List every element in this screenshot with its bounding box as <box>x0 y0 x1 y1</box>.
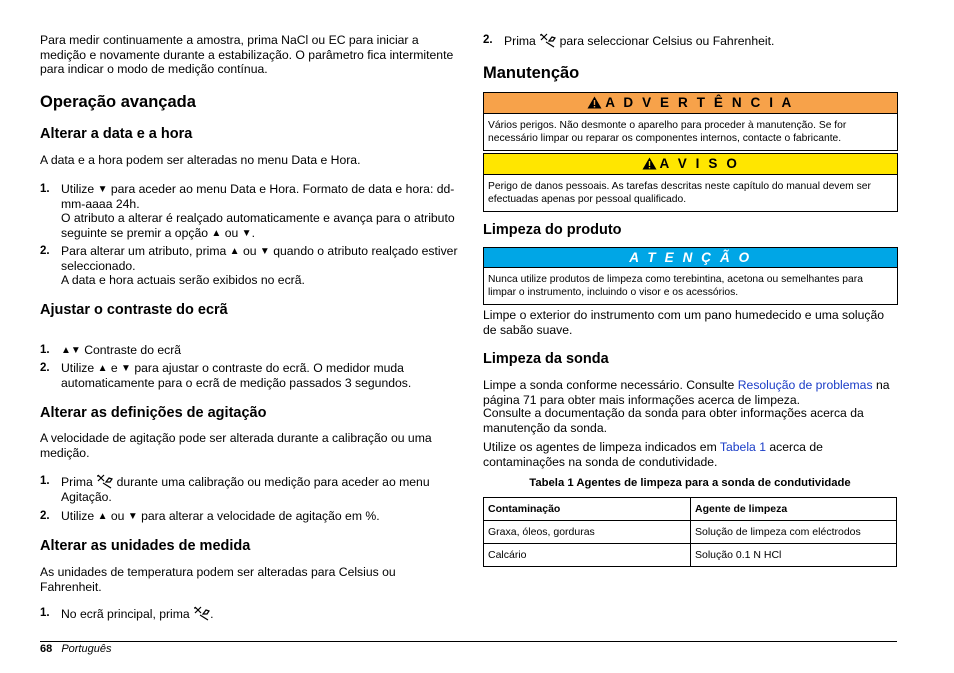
warning-triangle-icon <box>642 157 657 170</box>
table-header-row <box>484 498 897 521</box>
table-cell: Graxa, óleos, gorduras <box>484 521 691 544</box>
down-arrow-icon: ▼ <box>97 184 108 195</box>
maintenance-heading: Manutenção <box>483 64 580 82</box>
caution-header: A V I S O <box>484 154 897 175</box>
table-cell: Calcário <box>484 544 691 567</box>
up-arrow-icon: ▲ <box>229 246 240 257</box>
table-row <box>484 544 897 567</box>
stir-heading: Alterar as definições de agitação <box>40 405 267 421</box>
menu-wrench-icon <box>193 606 210 621</box>
down-arrow-icon: ▼ <box>127 511 138 522</box>
troubleshooting-link[interactable]: Resolução de problemas <box>737 378 873 392</box>
units-heading: Alterar as unidades de medida <box>40 538 251 554</box>
date-time-intro: A data e a hora podem ser alteradas no menu Data e Hora. <box>40 153 361 167</box>
date-step-2: 2. Para alterar um atributo, prima ▲ ou ▼ quando o atributo realçado estiver seleccionado. A data e hora actuais serão exibidos no ecrã. <box>40 244 458 287</box>
continuous-measure-text: Para medir continuamente a amostra, prima NaCl ou EC para iniciar a medição e novamente durante a estabilização. O parâmetro fica intermitente para indicar o modo de medição contínua. <box>40 33 454 76</box>
units-step-1: 1. No ecrã principal, prima . <box>40 607 214 621</box>
product-cleaning-heading: Limpeza do produto <box>483 222 622 238</box>
notice-header: A T E N Ç Ã O <box>484 248 897 268</box>
notice-text: Nunca utilize produtos de limpeza como terebintina, acetona ou semelhantes para limpar o instrumento, incluindo o visor e os acessórios. <box>488 274 863 298</box>
step-number: 1. <box>40 607 50 619</box>
table-header-cell: Contaminação <box>484 498 691 521</box>
units-step-2: 2. Prima para seleccionar Celsius ou Fahrenheit. <box>483 34 775 48</box>
up-arrow-icon: ▲ <box>211 227 222 239</box>
step-number: 1. <box>40 475 50 487</box>
menu-wrench-icon <box>539 33 556 48</box>
down-arrow-icon: ▼ <box>259 246 270 257</box>
advanced-operation-heading: Operação avançada <box>40 93 196 111</box>
step-number: 1. <box>40 183 50 195</box>
step-number: 2. <box>40 245 50 257</box>
probe-cleaning-text-3: Utilize os agentes de limpeza indicados em Tabela 1 acerca de contaminações na sonda de condutividade. <box>483 440 823 469</box>
step-number: 2. <box>40 510 50 522</box>
date-time-heading: Alterar a data e a hora <box>40 126 193 142</box>
warning-triangle-icon <box>587 96 602 109</box>
down-arrow-icon: ▼ <box>121 363 131 374</box>
page-number: 68 <box>40 643 53 655</box>
stir-step-1: 1. Prima durante uma calibração ou medição para aceder ao menu Agitação. <box>40 475 430 504</box>
probe-cleaning-text-1: Limpe a sonda conforme necessário. Consulte Resolução de problemas na página 71 para obter mais informações acerca de limpeza. <box>483 378 890 407</box>
notice-box <box>483 247 898 305</box>
warning-text: Vários perigos. Não desmonte o aparelho para proceder à manutenção. Se for necessário limpar ou reparar os componentes internos, contacte o fabricante. <box>488 120 847 144</box>
step-number: 2. <box>40 362 50 374</box>
menu-wrench-icon <box>96 474 113 489</box>
warning-header: A D V E R T Ê N C I A <box>484 93 897 114</box>
probe-cleaning-text-2: Consulte a documentação da sonda para obter informações acerca da manutenção da sonda. <box>483 406 864 435</box>
contrast-step-1: 1. ▲▼ Contraste do ecrã <box>40 343 182 357</box>
table-caption: Tabela 1 Agentes de limpeza para a sonda de condutividade <box>529 477 851 489</box>
table-header-cell: Agente de limpeza <box>691 498 897 521</box>
product-cleaning-text: Limpe o exterior do instrumento com um pano humedecido e uma solução de sabão suave. <box>483 308 885 337</box>
table-1-link[interactable]: Tabela 1 <box>719 440 766 454</box>
up-arrow-icon: ▲ <box>97 363 108 374</box>
footer-language: Português <box>61 643 112 655</box>
page-footer <box>40 643 111 655</box>
down-arrow-icon: ▼ <box>241 227 252 239</box>
contrast-step-2: 2. Utilize ▲ e ▼ para ajustar o contraste do ecrã. O medidor muda automaticamente para o ecrã de medição passados 3 segundos. <box>40 361 412 390</box>
footer-divider <box>40 641 897 642</box>
up-arrow-icon: ▲ <box>61 345 71 356</box>
contrast-heading: Ajustar o contraste do ecrã <box>40 302 228 318</box>
stir-step-2: 2. Utilize ▲ ou ▼ para alterar a velocidade de agitação em %. <box>40 509 380 523</box>
date-step-1: 1. Utilize ▼ para aceder ao menu Data e Hora. Formato de data e hora: dd-mm-aaaa 24h. O atributo a alterar é realçado automaticamente e avança para o atributo seguinte se premir a opção ▲ ou ▼. <box>40 182 455 240</box>
cleaning-agents-table <box>483 497 897 567</box>
up-arrow-icon: ▲ <box>97 511 108 522</box>
probe-cleaning-heading: Limpeza da sonda <box>483 351 609 367</box>
down-arrow-icon: ▼ <box>70 345 81 356</box>
table-cell: Solução de limpeza com eléctrodos <box>691 521 897 544</box>
warning-box <box>483 92 898 151</box>
step-number: 2. <box>483 34 493 46</box>
units-intro: As unidades de temperatura podem ser alteradas para Celsius ou Fahrenheit. <box>40 565 396 594</box>
stir-intro: A velocidade de agitação pode ser alterada durante a calibração ou uma medição. <box>40 431 432 460</box>
table-cell: Solução 0.1 N HCl <box>691 544 897 567</box>
caution-box <box>483 153 898 212</box>
caution-text: Perigo de danos pessoais. As tarefas descritas neste capítulo do manual devem ser efectuadas apenas por pessoal qualificado. <box>488 181 871 205</box>
step-number: 1. <box>40 344 50 356</box>
table-row <box>484 521 897 544</box>
